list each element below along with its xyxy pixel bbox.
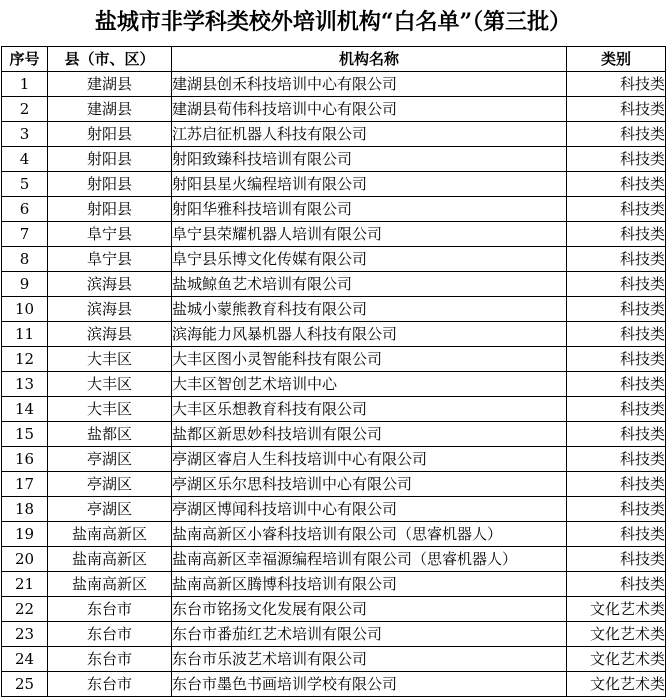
organization-name-cell: 盐都区新思妙科技培训有限公司 xyxy=(172,422,567,447)
serial-number-cell: 15 xyxy=(2,422,48,447)
serial-number-cell: 24 xyxy=(2,647,48,672)
serial-number-cell: 10 xyxy=(2,297,48,322)
category-cell: 文化艺术类 xyxy=(567,622,666,647)
county-cell: 东台市 xyxy=(48,622,172,647)
organization-name-cell: 大丰区图小灵智能科技有限公司 xyxy=(172,347,567,372)
organization-name-cell: 阜宁县荣耀机器人培训有限公司 xyxy=(172,222,567,247)
table-header-row xyxy=(2,47,666,72)
category-cell: 科技类 xyxy=(567,247,666,272)
category-cell: 科技类 xyxy=(567,422,666,447)
county-cell: 射阳县 xyxy=(48,147,172,172)
serial-number-cell: 20 xyxy=(2,547,48,572)
county-cell: 射阳县 xyxy=(48,122,172,147)
organization-name-cell: 盐南高新区幸福源编程培训有限公司（思睿机器人） xyxy=(172,547,567,572)
table-row xyxy=(2,647,666,672)
organization-name-cell: 射阳致臻科技培训有限公司 xyxy=(172,147,567,172)
table-row xyxy=(2,497,666,522)
organization-name-cell: 大丰区智创艺术培训中心 xyxy=(172,372,567,397)
serial-number-cell: 7 xyxy=(2,222,48,247)
organization-name-cell: 射阳县星火编程培训有限公司 xyxy=(172,172,567,197)
table-row xyxy=(2,522,666,547)
county-cell: 盐都区 xyxy=(48,422,172,447)
serial-number-cell: 8 xyxy=(2,247,48,272)
table-row xyxy=(2,172,666,197)
serial-number-cell: 3 xyxy=(2,122,48,147)
county-cell: 射阳县 xyxy=(48,172,172,197)
category-cell: 科技类 xyxy=(567,272,666,297)
table-row xyxy=(2,447,666,472)
category-cell: 科技类 xyxy=(567,297,666,322)
serial-number-cell: 14 xyxy=(2,397,48,422)
organization-name-cell: 江苏启征机器人科技有限公司 xyxy=(172,122,567,147)
table-row xyxy=(2,97,666,122)
table-row xyxy=(2,672,666,697)
table-row xyxy=(2,622,666,647)
county-cell: 大丰区 xyxy=(48,347,172,372)
county-cell: 建湖县 xyxy=(48,97,172,122)
organization-name-cell: 亭湖区博闻科技培训中心有限公司 xyxy=(172,497,567,522)
serial-number-cell: 1 xyxy=(2,72,48,97)
category-cell: 文化艺术类 xyxy=(567,597,666,622)
table-row xyxy=(2,347,666,372)
serial-number-cell: 16 xyxy=(2,447,48,472)
category-cell: 科技类 xyxy=(567,172,666,197)
table-row xyxy=(2,597,666,622)
serial-number-cell: 19 xyxy=(2,522,48,547)
table-row xyxy=(2,147,666,172)
category-cell: 科技类 xyxy=(567,222,666,247)
category-cell: 科技类 xyxy=(567,572,666,597)
table-row xyxy=(2,222,666,247)
category-cell: 科技类 xyxy=(567,322,666,347)
organization-name-cell: 东台市番茄红艺术培训有限公司 xyxy=(172,622,567,647)
category-cell: 科技类 xyxy=(567,497,666,522)
category-cell: 科技类 xyxy=(567,447,666,472)
county-cell: 阜宁县 xyxy=(48,222,172,247)
category-cell: 文化艺术类 xyxy=(567,672,666,697)
county-cell: 滨海县 xyxy=(48,272,172,297)
organization-name-cell: 盐城小蒙熊教育科技有限公司 xyxy=(172,297,567,322)
organization-name-cell: 亭湖区乐尔思科技培训中心有限公司 xyxy=(172,472,567,497)
table-row xyxy=(2,197,666,222)
organization-name-cell: 射阳华雅科技培训有限公司 xyxy=(172,197,567,222)
table-row xyxy=(2,297,666,322)
category-cell: 科技类 xyxy=(567,547,666,572)
county-cell: 阜宁县 xyxy=(48,247,172,272)
county-cell: 东台市 xyxy=(48,597,172,622)
county-cell: 射阳县 xyxy=(48,197,172,222)
organization-name-cell: 大丰区乐想教育科技有限公司 xyxy=(172,397,567,422)
serial-number-cell: 13 xyxy=(2,372,48,397)
category-cell: 科技类 xyxy=(567,472,666,497)
serial-number-cell: 23 xyxy=(2,622,48,647)
serial-number-cell: 9 xyxy=(2,272,48,297)
serial-number-cell: 17 xyxy=(2,472,48,497)
county-cell: 盐南高新区 xyxy=(48,572,172,597)
header-county: 县（市、区） xyxy=(48,47,172,72)
county-cell: 盐南高新区 xyxy=(48,547,172,572)
category-cell: 文化艺术类 xyxy=(567,647,666,672)
serial-number-cell: 6 xyxy=(2,197,48,222)
category-cell: 科技类 xyxy=(567,147,666,172)
category-cell: 科技类 xyxy=(567,72,666,97)
county-cell: 建湖县 xyxy=(48,72,172,97)
county-cell: 亭湖区 xyxy=(48,472,172,497)
whitelist-table xyxy=(1,46,666,697)
organization-name-cell: 盐城鲸鱼艺术培训有限公司 xyxy=(172,272,567,297)
organization-name-cell: 阜宁县乐博文化传媒有限公司 xyxy=(172,247,567,272)
organization-name-cell: 建湖县荀伟科技培训中心有限公司 xyxy=(172,97,567,122)
serial-number-cell: 5 xyxy=(2,172,48,197)
table-row xyxy=(2,547,666,572)
serial-number-cell: 22 xyxy=(2,597,48,622)
category-cell: 科技类 xyxy=(567,397,666,422)
serial-number-cell: 18 xyxy=(2,497,48,522)
county-cell: 盐南高新区 xyxy=(48,522,172,547)
category-cell: 科技类 xyxy=(567,372,666,397)
serial-number-cell: 2 xyxy=(2,97,48,122)
table-row xyxy=(2,122,666,147)
organization-name-cell: 盐南高新区腾博科技培训有限公司 xyxy=(172,572,567,597)
category-cell: 科技类 xyxy=(567,197,666,222)
table-row xyxy=(2,472,666,497)
table-row xyxy=(2,397,666,422)
category-cell: 科技类 xyxy=(567,347,666,372)
category-cell: 科技类 xyxy=(567,522,666,547)
county-cell: 滨海县 xyxy=(48,322,172,347)
document-title: 盐城市非学科类校外培训机构“白名单”（第三批） xyxy=(94,9,572,35)
organization-name-cell: 东台市铭扬文化发展有限公司 xyxy=(172,597,567,622)
category-cell: 科技类 xyxy=(567,97,666,122)
county-cell: 东台市 xyxy=(48,647,172,672)
table-row xyxy=(2,247,666,272)
county-cell: 亭湖区 xyxy=(48,447,172,472)
header-organization-name: 机构名称 xyxy=(172,47,567,72)
table-row xyxy=(2,422,666,447)
category-cell: 科技类 xyxy=(567,122,666,147)
county-cell: 滨海县 xyxy=(48,297,172,322)
header-category: 类别 xyxy=(567,47,666,72)
serial-number-cell: 4 xyxy=(2,147,48,172)
organization-name-cell: 滨海能力风暴机器人科技有限公司 xyxy=(172,322,567,347)
table-row xyxy=(2,72,666,97)
header-serial-number: 序号 xyxy=(2,47,48,72)
table-body xyxy=(2,72,666,697)
organization-name-cell: 盐南高新区小睿科技培训有限公司（思睿机器人） xyxy=(172,522,567,547)
table-row xyxy=(2,572,666,597)
organization-name-cell: 东台市乐波艺术培训有限公司 xyxy=(172,647,567,672)
county-cell: 大丰区 xyxy=(48,397,172,422)
table-row xyxy=(2,272,666,297)
county-cell: 亭湖区 xyxy=(48,497,172,522)
table-row xyxy=(2,322,666,347)
organization-name-cell: 建湖县创禾科技培训中心有限公司 xyxy=(172,72,567,97)
serial-number-cell: 21 xyxy=(2,572,48,597)
organization-name-cell: 亭湖区睿启人生科技培训中心有限公司 xyxy=(172,447,567,472)
serial-number-cell: 25 xyxy=(2,672,48,697)
organization-name-cell: 东台市墨色书画培训学校有限公司 xyxy=(172,672,567,697)
county-cell: 大丰区 xyxy=(48,372,172,397)
table-row xyxy=(2,372,666,397)
serial-number-cell: 12 xyxy=(2,347,48,372)
county-cell: 东台市 xyxy=(48,672,172,697)
serial-number-cell: 11 xyxy=(2,322,48,347)
